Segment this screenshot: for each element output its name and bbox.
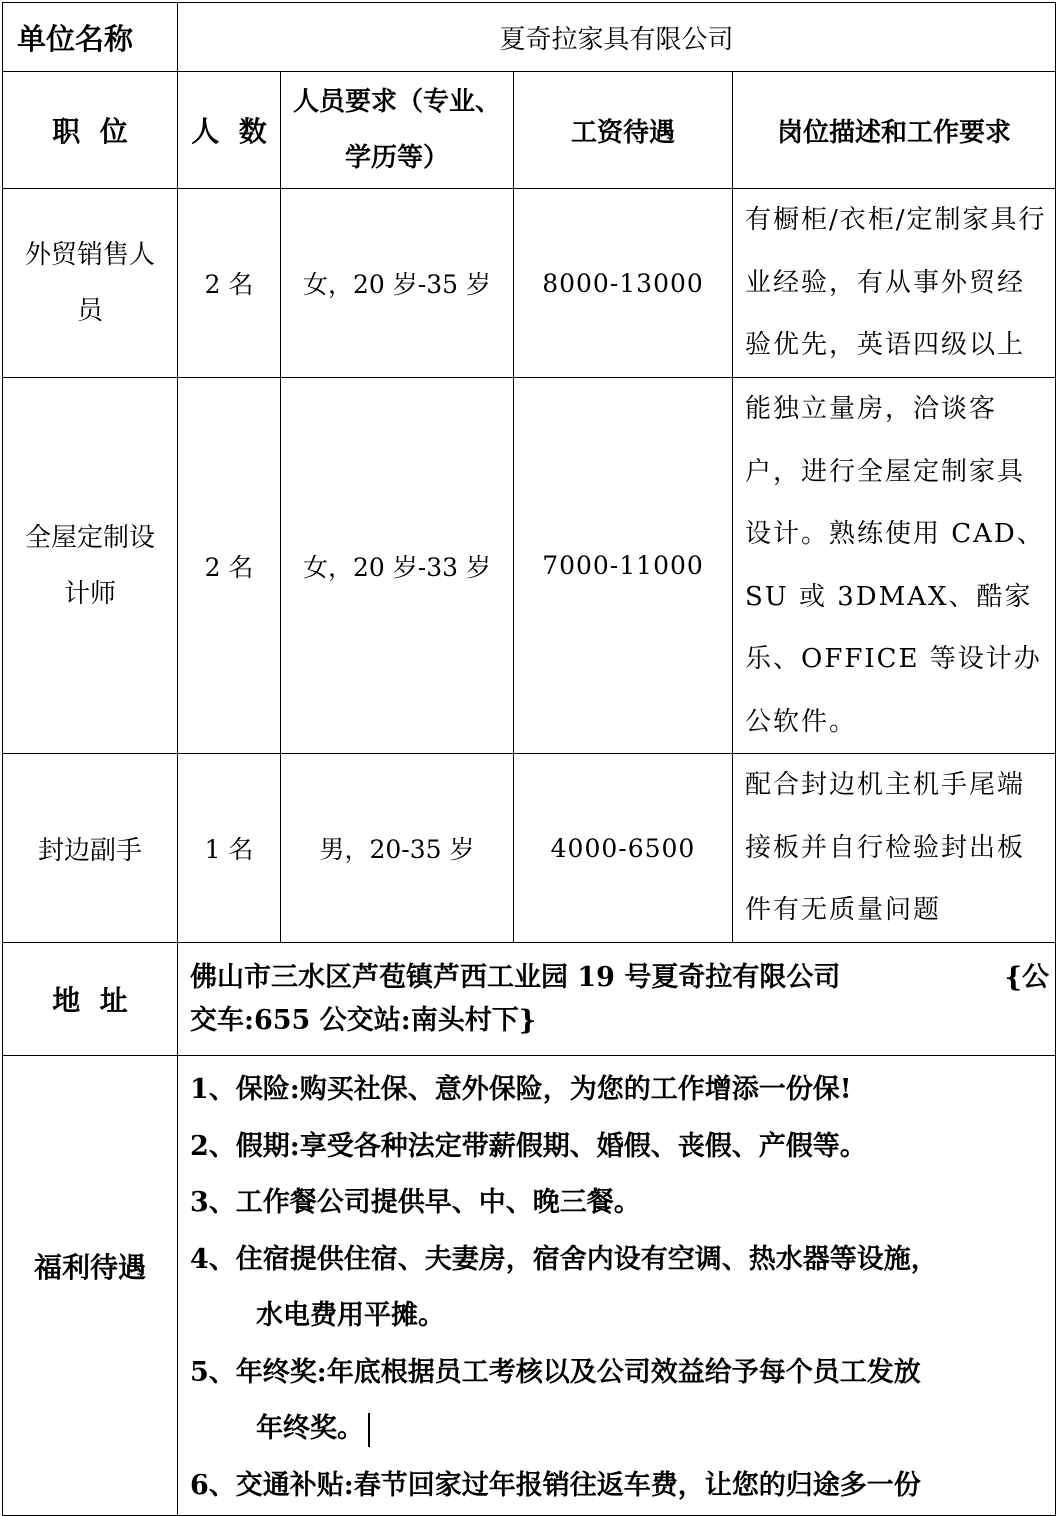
header-position: 职 位 xyxy=(3,72,178,189)
job-title: 封边副手 xyxy=(3,754,178,943)
welfare-list xyxy=(178,1056,1056,1516)
welfare-row xyxy=(3,1056,1056,1516)
address-line1: 佛山市三水区芦苞镇芦西工业园 19 号夏奇拉有限公司 xyxy=(190,962,841,993)
job-row-designer xyxy=(3,378,1056,754)
header-requirements xyxy=(281,72,514,189)
job-row-export-sales xyxy=(3,189,1056,378)
job-row-edge-banding xyxy=(3,754,1056,943)
welfare-item: 2、假期:享受各种法定带薪假期、婚假、丧假、产假等。 xyxy=(190,1130,867,1162)
header-row xyxy=(3,72,1056,189)
header-requirements-line1: 人员要求（专业、 xyxy=(292,87,501,117)
welfare-item: 1、保险:购买社保、意外保险，为您的工作增添一份保! xyxy=(190,1074,852,1105)
welfare-item: 5、年终奖:年底根据员工考核以及公司效益给予每个员工发放 xyxy=(190,1356,921,1388)
job-count: 2 名 xyxy=(178,378,281,754)
job-description: 能独立量房，洽谈客户，进行全屋定制家具设计。熟练使用 CAD、SU 或 3DMAX、酷家乐、OFFICE 等设计办公软件。 xyxy=(733,378,1056,754)
job-salary: 8000-13000 xyxy=(514,189,733,378)
address-row xyxy=(3,943,1056,1056)
header-count: 人 数 xyxy=(178,72,281,189)
job-requirements: 女，20 岁-35 岁 xyxy=(281,189,514,378)
header-salary: 工资待遇 xyxy=(514,72,733,189)
welfare-item: 3、工作餐公司提供早、中、晚三餐。 xyxy=(190,1187,641,1218)
welfare-item-text: 年终奖。 xyxy=(256,1413,364,1444)
address-line1-tail: {公 xyxy=(1004,962,1050,993)
company-name: 夏奇拉家具有限公司 xyxy=(178,3,1056,72)
welfare-label: 福利待遇 xyxy=(3,1056,178,1516)
welfare-item-continued: 水电费用平摊。 xyxy=(256,1300,445,1331)
welfare-item: 4、住宿提供住宿、夫妻房，宿舍内设有空调、热水器等设施， xyxy=(190,1243,938,1275)
job-title: 全屋定制设计师 xyxy=(3,378,178,754)
welfare-item-continued xyxy=(190,1401,1049,1458)
address-label: 地 址 xyxy=(3,943,178,1056)
recruitment-table xyxy=(2,2,1056,1516)
job-title: 外贸销售人员 xyxy=(3,189,178,378)
job-salary: 7000-11000 xyxy=(514,378,733,754)
job-salary: 4000-6500 xyxy=(514,754,733,943)
header-description: 岗位描述和工作要求 xyxy=(733,72,1056,189)
welfare-item: 6、交通补贴:春节回家过年报销往返车费，让您的归途多一份 xyxy=(190,1469,921,1501)
job-requirements: 男，20-35 岁 xyxy=(281,754,514,943)
job-requirements: 女，20 岁-33 岁 xyxy=(281,378,514,754)
text-cursor xyxy=(368,1413,370,1447)
header-requirements-line2: 学历等） xyxy=(344,143,449,173)
company-label: 单位名称 xyxy=(3,3,178,72)
job-count: 2 名 xyxy=(178,189,281,378)
job-count: 1 名 xyxy=(178,754,281,943)
job-description: 有橱柜/衣柜/定制家具行业经验，有从事外贸经验优先，英语四级以上 xyxy=(733,189,1056,378)
job-description: 配合封边机主机手尾端接板并自行检验封出板件有无质量问题 xyxy=(733,754,1056,943)
company-row xyxy=(3,3,1056,72)
address-line2: 交车:655 公交站:南头村下} xyxy=(190,1005,537,1036)
address-text xyxy=(178,943,1056,1056)
